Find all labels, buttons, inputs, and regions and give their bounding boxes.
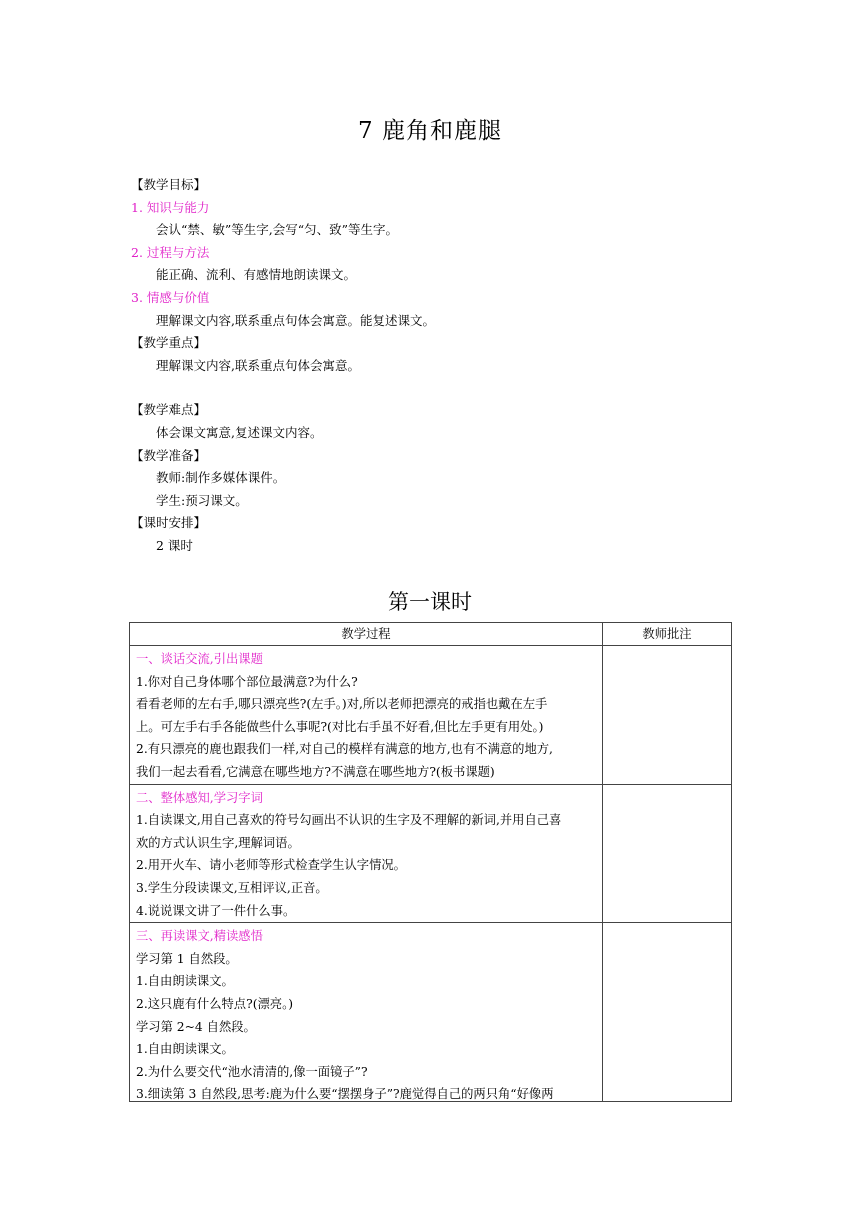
key-points-heading: 【教学重点】 <box>131 335 207 351</box>
process-line: 欢的方式认识生字,理解词语。 <box>136 835 300 850</box>
process-line: 学习第 1 自然段。 <box>136 951 238 966</box>
process-line: 2.用开火车、请小老师等形式检查学生认字情况。 <box>136 858 406 873</box>
table-row <box>130 646 732 785</box>
section-heading: 二、整体感知,学习字词 <box>136 790 263 805</box>
process-cell <box>130 646 603 785</box>
difficulties-text: 体会课文寓意,复述课文内容。 <box>156 424 323 440</box>
process-line: 2.这只鹿有什么特点?(漂亮。) <box>136 996 294 1011</box>
section-heading: 三、再读课文,精读感悟 <box>136 929 263 944</box>
section-heading: 一、谈话交流,引出课题 <box>136 652 263 666</box>
notes-cell[interactable] <box>603 646 732 785</box>
table-header-row <box>130 623 732 646</box>
table-row <box>130 923 732 1102</box>
process-line: 2.有只漂亮的鹿也跟我们一样,对自己的模样有满意的地方,也有不满意的地方, <box>136 742 553 757</box>
schedule-heading: 【课时安排】 <box>131 515 207 531</box>
process-line: 我们一起去看看,它满意在哪些地方?不满意在哪些地方?(板书课题) <box>136 764 495 779</box>
process-line: 3.学生分段读课文,互相评议,正音。 <box>136 880 328 895</box>
notes-column-header: 教师批注 <box>603 623 732 646</box>
preparation-heading: 【教学准备】 <box>131 447 207 463</box>
process-column-header: 教学过程 <box>130 623 603 646</box>
process-line: 1.自读课文,用自己喜欢的符号勾画出不认识的生字及不理解的新词,并用自己喜 <box>136 813 562 828</box>
objective-text: 能正确、流利、有感情地朗读课文。 <box>156 267 357 283</box>
teaching-process-table <box>129 622 732 1102</box>
preparation-teacher: 教师:制作多媒体课件。 <box>156 470 286 486</box>
process-line: 1.自由朗读课文。 <box>136 1042 234 1057</box>
schedule-text: 2 课时 <box>156 537 193 553</box>
difficulties-heading: 【教学难点】 <box>131 402 207 418</box>
notes-cell[interactable] <box>603 923 732 1102</box>
objective-label: 2. 过程与方法 <box>131 244 210 260</box>
objective-label: 3. 情感与价值 <box>131 289 210 305</box>
objective-text: 理解课文内容,联系重点句体会寓意。能复述课文。 <box>156 312 435 328</box>
notes-cell[interactable] <box>603 784 732 923</box>
document-title: 7 鹿角和鹿腿 <box>358 118 502 144</box>
process-line: 1.自由朗读课文。 <box>136 974 234 989</box>
table-row <box>130 784 732 923</box>
process-line: 2.为什么要交代“池水清清的,像一面镜子”? <box>136 1064 368 1079</box>
process-cell <box>130 784 603 923</box>
process-line: 学习第 2~4 自然段。 <box>136 1019 256 1034</box>
process-line: 3.细读第 3 自然段,思考:鹿为什么要“摆摆身子”?鹿觉得自己的两只角“好像两 <box>136 1087 554 1102</box>
preparation-student: 学生:预习课文。 <box>156 492 248 508</box>
objective-label: 1. 知识与能力 <box>131 199 210 215</box>
key-points-text: 理解课文内容,联系重点句体会寓意。 <box>156 357 360 373</box>
process-line: 看看老师的左右手,哪只漂亮些?(左手。)对,所以老师把漂亮的戒指也戴在左手 <box>136 697 548 712</box>
process-line: 4.说说课文讲了一件什么事。 <box>136 903 296 918</box>
process-cell <box>130 923 603 1102</box>
lesson-meta <box>131 174 731 558</box>
lesson-title: 第一课时 <box>388 590 472 614</box>
process-line: 上。可左手右手各能做些什么事呢?(对比右手虽不好看,但比左手更有用处。) <box>136 719 544 734</box>
objectives-heading: 【教学目标】 <box>131 177 207 192</box>
process-line: 1.你对自己身体哪个部位最满意?为什么? <box>136 674 358 689</box>
objective-text: 会认“禁、敏”等生字,会写“匀、致”等生字。 <box>156 222 399 238</box>
